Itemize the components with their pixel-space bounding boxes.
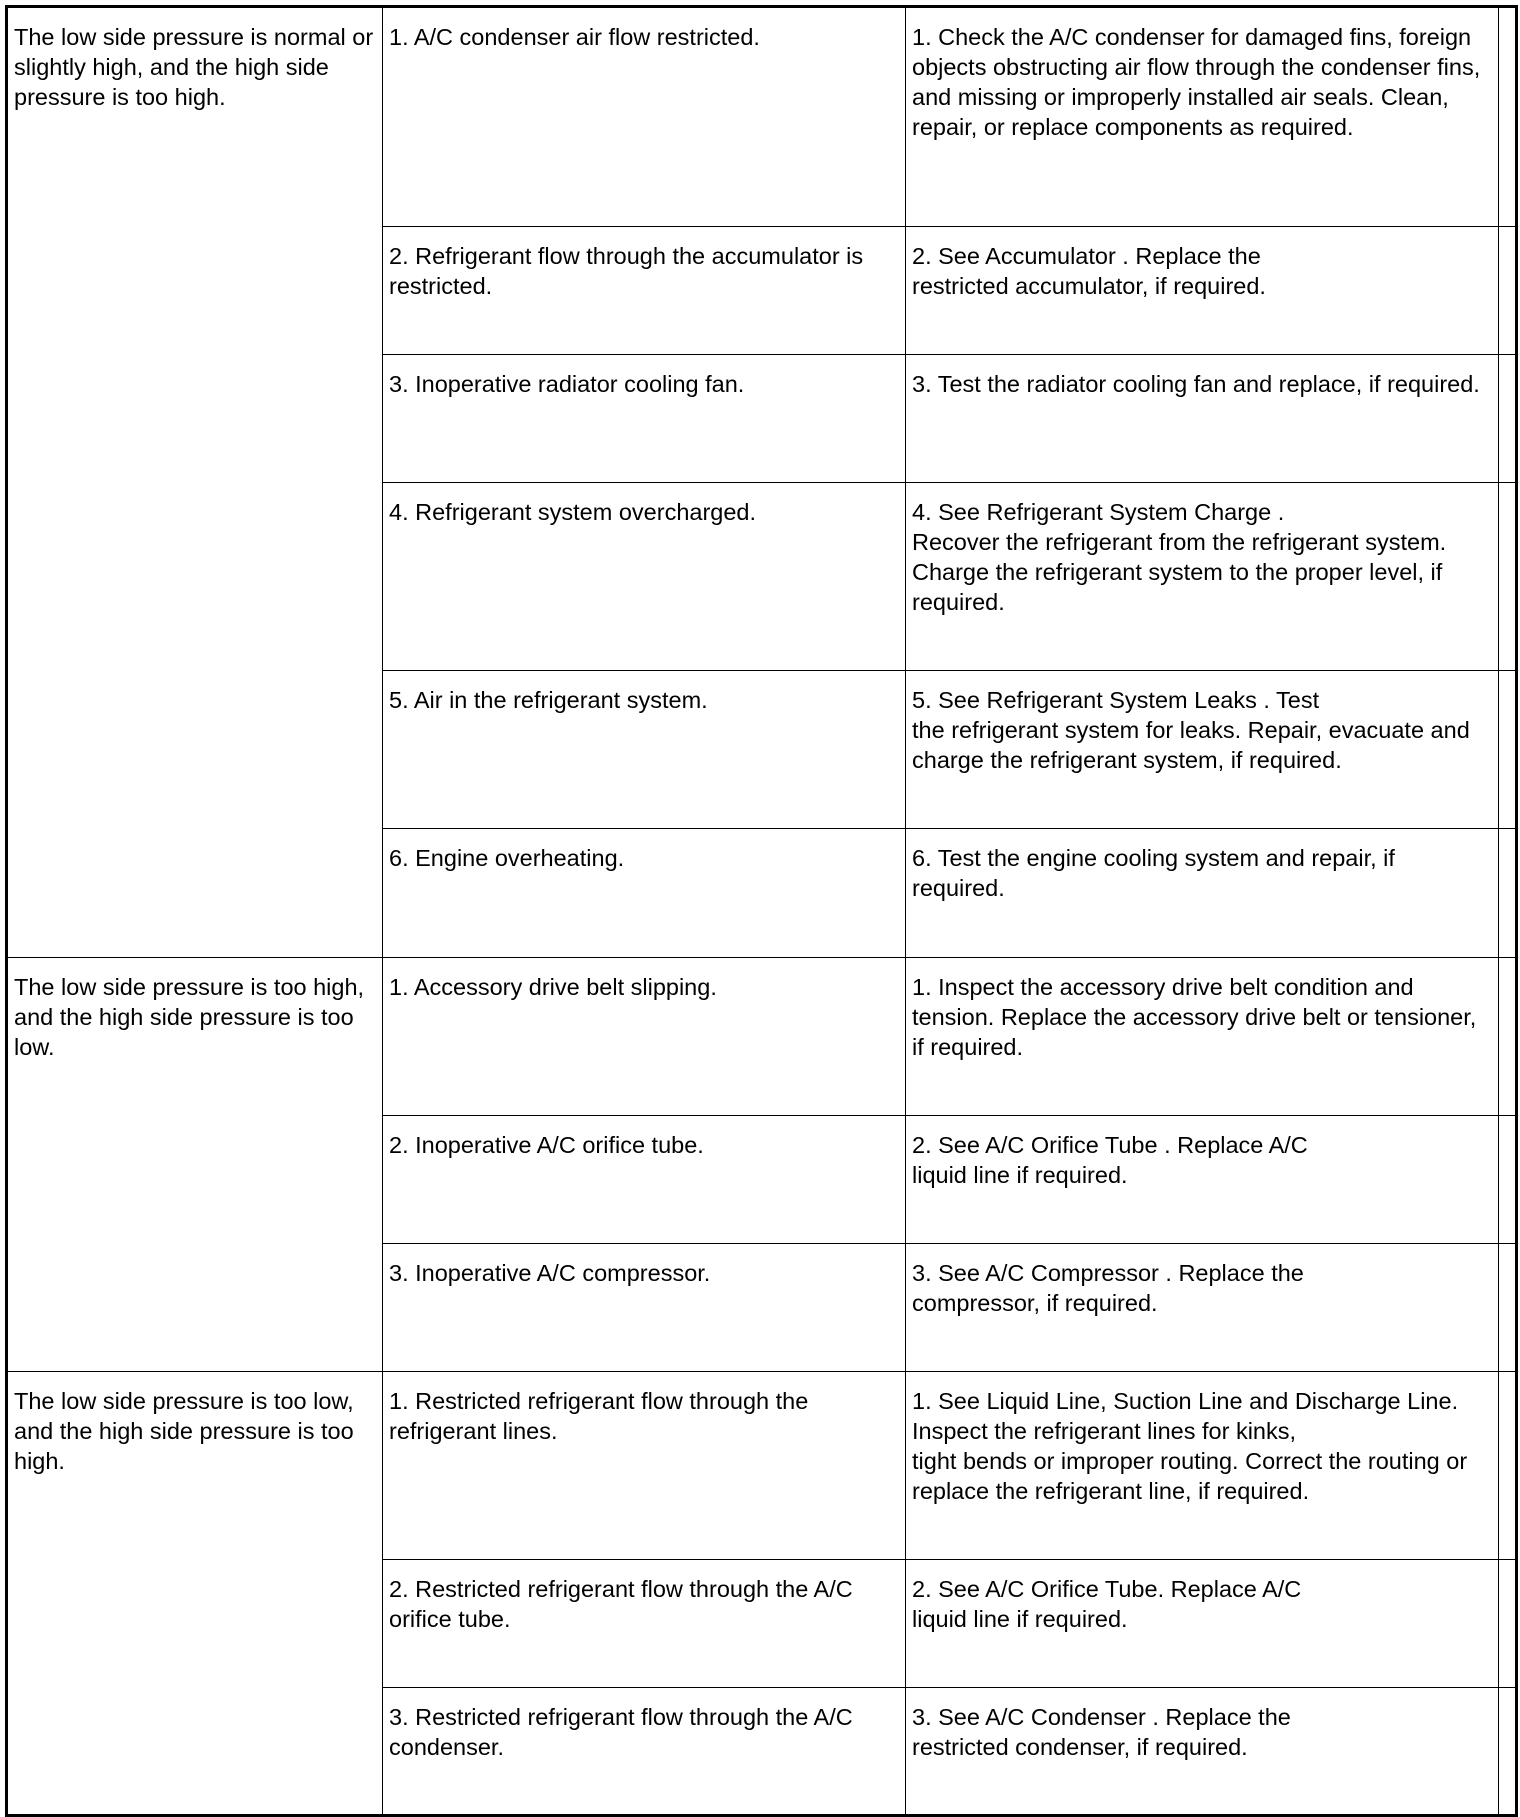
condition-text: The low side pressure is too high, and the high side pressure is too low. (14, 974, 365, 1060)
spacer-cell (1499, 1116, 1517, 1244)
cause-cell (383, 829, 906, 958)
diagnostic-table (5, 5, 1518, 1817)
condition-cell (7, 7, 383, 958)
action-text: 1. Check the A/C condenser for damaged fins, foreign objects obstructing air flow through the condenser fins, and missing or improperly installed air seals. Clean, repair, or replace components as required. (912, 24, 1481, 140)
action-cell (906, 1116, 1499, 1244)
cause-cell (383, 7, 906, 227)
action-cell (906, 355, 1499, 483)
cause-text: 3. Inoperative radiator cooling fan. (389, 371, 745, 397)
spacer-cell (1499, 1688, 1517, 1816)
condition-text: The low side pressure is too low, and the high side pressure is too high. (14, 1388, 354, 1474)
spacer-cell (1499, 483, 1517, 671)
action-text: 3. Test the radiator cooling fan and replace, if required. (912, 371, 1480, 397)
action-cell (906, 958, 1499, 1116)
action-cell (906, 1372, 1499, 1560)
cause-cell (383, 1688, 906, 1816)
condition-cell (7, 958, 383, 1372)
spacer-cell (1499, 7, 1517, 227)
condition-cell (7, 1372, 383, 1816)
cause-cell (383, 1560, 906, 1688)
cause-text: 1. A/C condenser air flow restricted. (389, 24, 760, 50)
action-cell (906, 1244, 1499, 1372)
action-text: 5. See Refrigerant System Leaks . Test the refrigerant system for leaks. Repair, evacuate and charge the refrigerant system, if required. (912, 687, 1470, 773)
table-row (7, 1372, 1517, 1560)
action-cell (906, 483, 1499, 671)
cause-text: 2. Inoperative A/C orifice tube. (389, 1132, 704, 1158)
table-row (7, 958, 1517, 1116)
action-text: 3. See A/C Compressor . Replace the compressor, if required. (912, 1260, 1304, 1316)
spacer-cell (1499, 1372, 1517, 1560)
cause-cell (383, 958, 906, 1116)
cause-text: 5. Air in the refrigerant system. (389, 687, 708, 713)
action-cell (906, 7, 1499, 227)
action-cell (906, 829, 1499, 958)
cause-text: 4. Refrigerant system overcharged. (389, 499, 757, 525)
action-text: 1. See Liquid Line, Suction Line and Discharge Line. Inspect the refrigerant lines for kinks, tight bends or improper routing. Correct the routing or replace the refrigerant line, if required. (912, 1388, 1468, 1504)
cause-text: 3. Inoperative A/C compressor. (389, 1260, 711, 1286)
spacer-cell (1499, 227, 1517, 355)
cause-cell (383, 355, 906, 483)
cause-cell (383, 1244, 906, 1372)
action-text: 1. Inspect the accessory drive belt condition and tension. Replace the accessory drive belt or tensioner, if required. (912, 974, 1477, 1060)
spacer-cell (1499, 671, 1517, 829)
cause-text: 6. Engine overheating. (389, 845, 625, 871)
action-cell (906, 227, 1499, 355)
spacer-cell (1499, 958, 1517, 1116)
cause-cell (383, 1116, 906, 1244)
cause-cell (383, 227, 906, 355)
spacer-cell (1499, 1560, 1517, 1688)
action-cell (906, 671, 1499, 829)
cause-cell (383, 671, 906, 829)
action-text: 4. See Refrigerant System Charge . Recover the refrigerant from the refrigerant system. Charge the refrigerant system to the proper level, if required. (912, 499, 1447, 615)
spacer-cell (1499, 355, 1517, 483)
cause-text: 2. Refrigerant flow through the accumulator is restricted. (389, 243, 864, 299)
action-text: 2. See A/C Orifice Tube. Replace A/C liquid line if required. (912, 1576, 1302, 1632)
cause-cell (383, 1372, 906, 1560)
action-text: 3. See A/C Condenser . Replace the restricted condenser, if required. (912, 1704, 1291, 1760)
spacer-cell (1499, 829, 1517, 958)
action-cell (906, 1560, 1499, 1688)
action-text: 2. See Accumulator . Replace the restricted accumulator, if required. (912, 243, 1266, 299)
cause-cell (383, 483, 906, 671)
action-text: 2. See A/C Orifice Tube . Replace A/C liquid line if required. (912, 1132, 1308, 1188)
action-text: 6. Test the engine cooling system and repair, if required. (912, 845, 1395, 901)
cause-text: 1. Restricted refrigerant flow through the refrigerant lines. (389, 1388, 809, 1444)
cause-text: 3. Restricted refrigerant flow through the A/C condenser. (389, 1704, 853, 1760)
cause-text: 1. Accessory drive belt slipping. (389, 974, 717, 1000)
cause-text: 2. Restricted refrigerant flow through the A/C orifice tube. (389, 1576, 853, 1632)
spacer-cell (1499, 1244, 1517, 1372)
action-cell (906, 1688, 1499, 1816)
condition-text: The low side pressure is normal or slightly high, and the high side pressure is too high. (14, 24, 374, 110)
table-row (7, 7, 1517, 227)
